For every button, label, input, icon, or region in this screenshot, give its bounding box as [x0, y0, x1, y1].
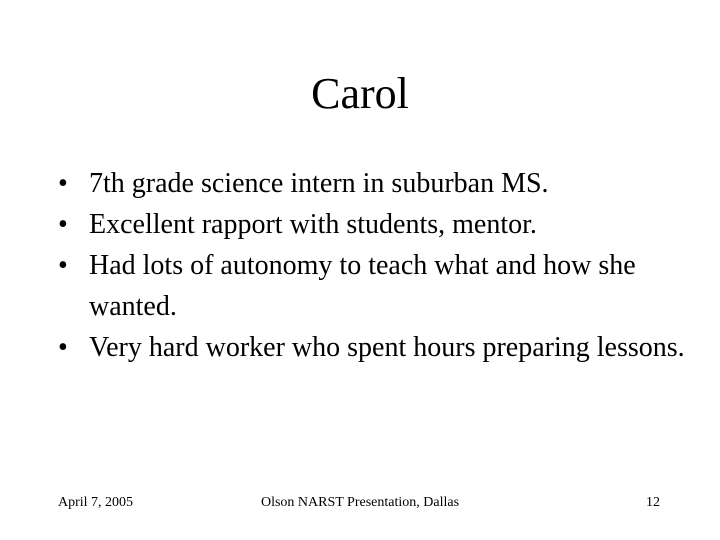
slide-title: Carol — [311, 69, 409, 118]
bullet-text: Excellent rapport with students, mentor. — [89, 209, 537, 240]
bullet-text: Had lots of autonomy to teach what and how she wanted. — [89, 250, 636, 322]
bullet-item — [58, 327, 698, 368]
bullet-item — [58, 163, 698, 204]
bullet-marker: • — [58, 168, 68, 199]
footer-date: April 7, 2005 — [58, 495, 134, 510]
bullet-item — [58, 245, 698, 327]
bullet-marker: • — [58, 250, 68, 281]
footer-presentation-title: Olson NARST Presentation, Dallas — [260, 495, 460, 510]
bullet-marker: • — [58, 332, 68, 363]
bullet-text: Very hard worker who spent hours preparing lessons. — [89, 332, 685, 363]
bullet-list — [58, 163, 698, 368]
bullet-item — [58, 204, 698, 245]
footer-page-number: 12 — [646, 495, 660, 510]
bullet-marker: • — [58, 209, 68, 240]
bullet-text: 7th grade science intern in suburban MS. — [89, 168, 549, 199]
